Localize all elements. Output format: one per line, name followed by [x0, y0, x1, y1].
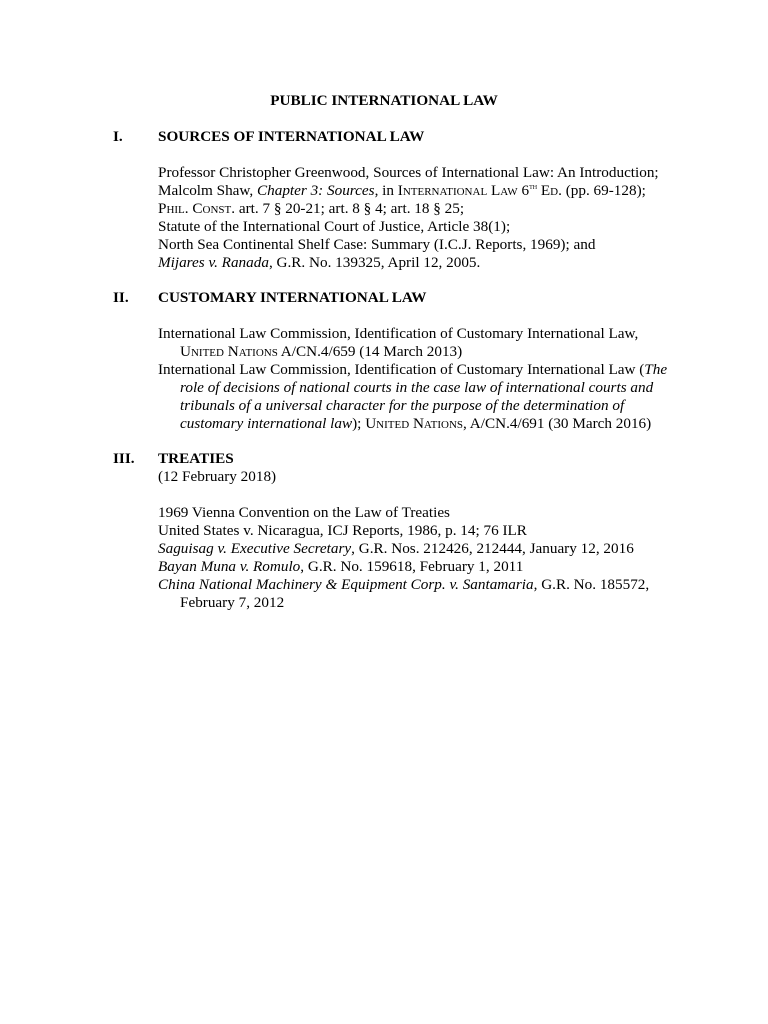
- section-body-customary: [158, 325, 678, 433]
- citation-text: , G.R. No. 159618, February 1, 2011: [300, 558, 524, 575]
- citation-line-continued: [158, 379, 678, 397]
- section-body-treaties: [158, 468, 678, 612]
- citation-italic: China National Machinery & Equipment Corp. v. Santamaria: [158, 576, 534, 593]
- citation-line: [158, 361, 678, 379]
- citation-italic: customary international law: [180, 415, 353, 432]
- citation-line-continued: [158, 343, 678, 361]
- citation-smallcaps: International Law: [397, 182, 518, 199]
- section-title: SOURCES OF INTERNATIONAL LAW: [158, 128, 425, 145]
- document-title: PUBLIC INTERNATIONAL LAW: [270, 92, 498, 109]
- citation-line: [158, 540, 678, 558]
- citation-text: United States v. Nicaragua, ICJ Reports, 1986, p. 14; 76 ILR: [158, 522, 527, 539]
- citation-text: );: [352, 415, 366, 432]
- citation-line: [158, 325, 678, 343]
- citation-line: [158, 504, 678, 522]
- citation-text: International Law Commission, Identification of Customary International Law,: [158, 325, 639, 342]
- citation-text: . art. 7 § 20-21; art. 8 § 4; art. 18 § 25;: [231, 200, 465, 217]
- citation-text: Statute of the International Court of Justice, Article 38(1);: [158, 218, 511, 235]
- citation-line: [158, 558, 678, 576]
- citation-text: , G.R. No. 185572,: [533, 576, 650, 593]
- citation-text: Professor Christopher Greenwood, Sources of International Law: An Introduction;: [158, 164, 659, 181]
- section-body-sources: [158, 164, 678, 272]
- citation-line: [158, 522, 678, 540]
- citation-italic: Mijares v. Ranada: [158, 254, 269, 271]
- citation-text: , in: [374, 182, 398, 199]
- citation-line-continued: [158, 594, 678, 612]
- citation-italic: Saguisag v. Executive Secretary: [158, 540, 352, 557]
- citation-italic: Chapter 3: Sources: [257, 182, 375, 199]
- citation-text: 1969 Vienna Convention on the Law of Treaties: [158, 504, 450, 521]
- citation-text: . (pp. 69-128);: [558, 182, 646, 199]
- citation-text: , G.R. No. 139325, April 12, 2005.: [268, 254, 481, 271]
- citation-line: [158, 236, 678, 254]
- citation-italic: role of decisions of national courts in the case law of international courts and: [180, 379, 654, 396]
- citation-line-continued: [158, 415, 678, 433]
- section-heading-sources: [113, 128, 424, 146]
- citation-line: [158, 182, 678, 200]
- citation-text: International Law Commission, Identification of Customary International Law (: [158, 361, 645, 378]
- citation-italic: tribunals of a universal character for the purpose of the determination of: [180, 397, 625, 414]
- citation-text: , A/CN.4/691 (30 March 2016): [463, 415, 652, 432]
- citation-smallcaps: Phil. Const: [158, 200, 232, 217]
- citation-text: , G.R. Nos. 212426, 212444, January 12, 2016: [351, 540, 634, 557]
- section-number: II.: [113, 289, 129, 306]
- citation-text: A/CN.4/659 (14 March 2013): [277, 343, 463, 360]
- citation-line: [158, 576, 678, 594]
- citation-superscript: th: [529, 180, 538, 191]
- citation-line: [158, 200, 678, 218]
- section-title: TREATIES: [158, 450, 234, 467]
- section-heading-customary: [113, 289, 426, 307]
- section-date: (12 February 2018): [158, 468, 277, 485]
- citation-text: Malcolm Shaw,: [158, 182, 257, 199]
- spacer: [158, 486, 678, 504]
- citation-text: North Sea Continental Shelf Case: Summary (I.C.J. Reports, 1969); and: [158, 236, 596, 253]
- citation-smallcaps: Ed: [537, 182, 559, 199]
- citation-text: 6: [517, 182, 530, 199]
- citation-line: [158, 164, 678, 182]
- citation-smallcaps: United Nations: [365, 415, 464, 432]
- citation-line: [158, 254, 678, 272]
- citation-line-continued: [158, 397, 678, 415]
- section-title: CUSTOMARY INTERNATIONAL LAW: [158, 289, 427, 306]
- citation-text: February 7, 2012: [180, 594, 285, 611]
- citation-italic: The: [644, 361, 668, 378]
- section-number: III.: [113, 450, 135, 467]
- section-heading-treaties: [113, 450, 234, 468]
- citation-smallcaps: United Nations: [180, 343, 278, 360]
- section-number: I.: [113, 128, 123, 145]
- citation-line: [158, 218, 678, 236]
- citation-italic: Bayan Muna v. Romulo: [158, 558, 301, 575]
